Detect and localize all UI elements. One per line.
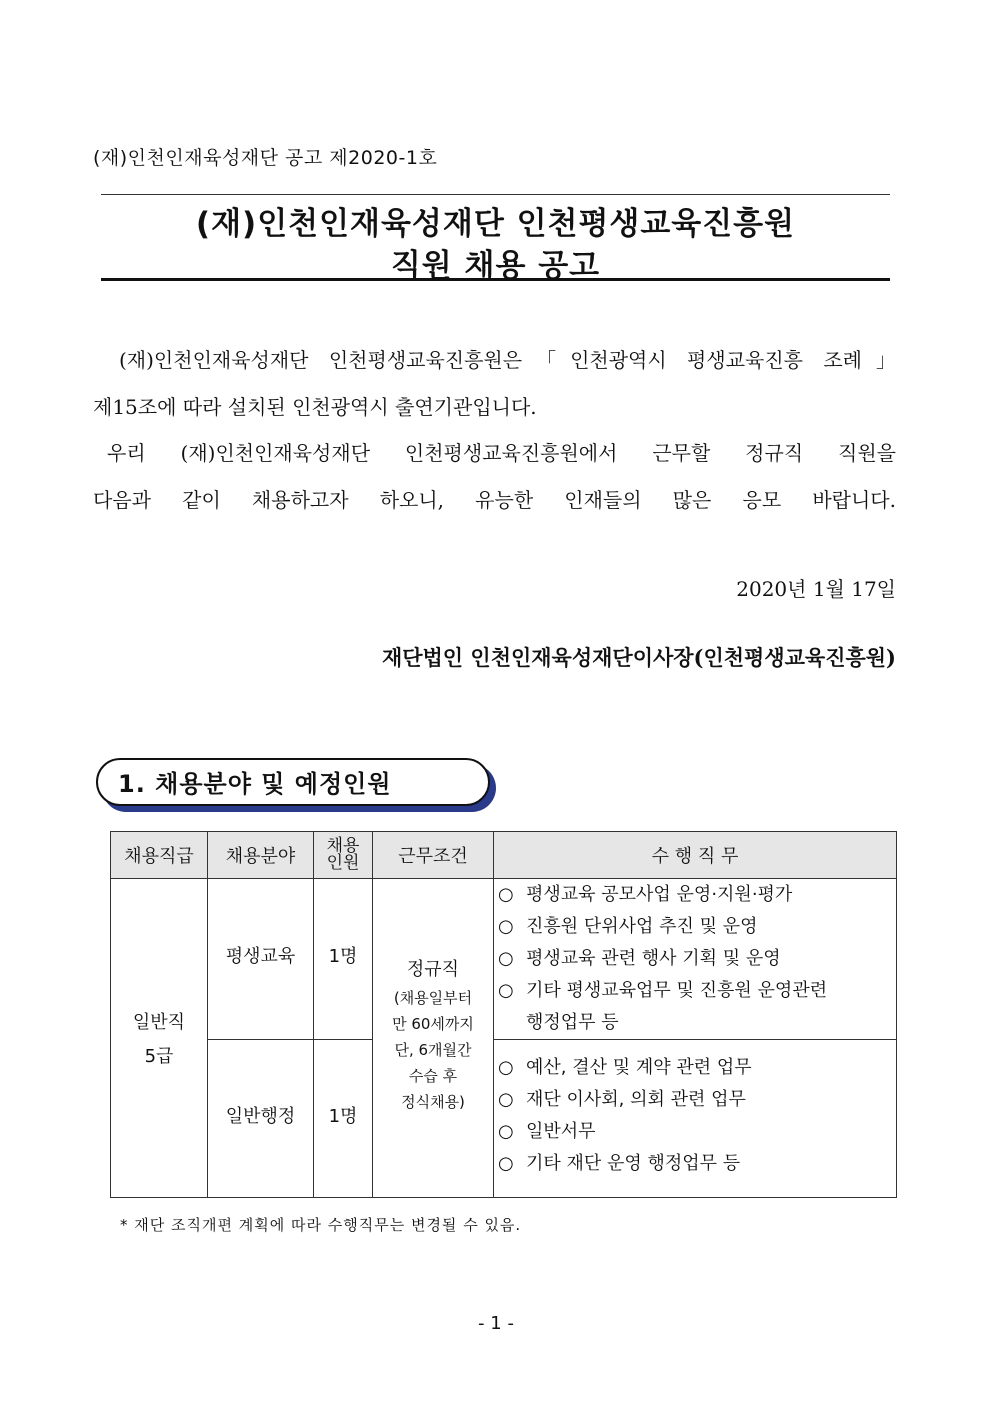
intro-paragraph1-line2: 제15조에 따라 설치된 인천광역시 출연기관입니다. (93, 395, 537, 419)
bullet-icon: ○ (498, 916, 514, 937)
grade-line2: 5급 (144, 1046, 174, 1067)
intro-paragraph1-line1: (재)인천인재육성재단 인천평생교육진흥원은「인천광역시 평생교육진흥 조례」 (119, 348, 896, 372)
footnote: * 재단 조직개편 계획에 따라 수행직무는 변경될 수 있음. (120, 1216, 522, 1234)
list-item (494, 1052, 896, 1084)
duty-list (494, 879, 896, 1039)
condition-main: 정규직 (406, 959, 460, 980)
duty-text: 기타 평생교육업무 및 진흥원 운영관련 (526, 980, 828, 1001)
duty-text: 기타 재단 운영 행정업무 등 (526, 1153, 741, 1174)
table-header-row (111, 832, 897, 879)
condition-sub4: 수습 후 (408, 1067, 458, 1085)
duty-text: 평생교육 관련 행사 기획 및 운영 (526, 948, 781, 969)
title-top-rule (101, 194, 890, 195)
condition-sub3: 단, 6개월간 (394, 1041, 472, 1059)
duty-text: 평생교육 공모사업 운영·지원·평가 (526, 884, 793, 905)
grade-line1: 일반직 (132, 1012, 186, 1033)
field-cell: 일반행정 (208, 1040, 314, 1198)
bullet-icon: ○ (498, 1153, 514, 1174)
recruitment-table (110, 831, 897, 1198)
header-count (314, 832, 373, 879)
condition-cell (373, 879, 494, 1198)
duty-text: 예산, 결산 및 계약 관련 업무 (526, 1057, 752, 1078)
duty-text: 진흥원 단위사업 추진 및 운영 (526, 916, 758, 937)
duty-cell (494, 879, 897, 1040)
header-condition: 근무조건 (373, 832, 494, 879)
bullet-icon: ○ (498, 948, 514, 969)
title-bottom-rule (101, 278, 890, 281)
table-row (111, 1040, 897, 1198)
list-item (494, 1116, 896, 1148)
condition-sub5: 정식채용) (401, 1093, 465, 1111)
duty-text: 재단 이사회, 의회 관련 업무 (526, 1089, 746, 1110)
count-cell: 1명 (314, 1040, 373, 1198)
page-title-line2: 직원 채용 공고 (390, 248, 601, 284)
notice-date: 2020년 1월 17일 (736, 577, 896, 601)
header-count-line1: 채용 (326, 836, 360, 856)
bullet-icon: ○ (498, 884, 514, 905)
duty-cell (494, 1040, 897, 1198)
bullet-icon: ○ (498, 1089, 514, 1110)
bullet-icon: ○ (498, 1121, 514, 1142)
list-item-continuation: 행정업무 등 (526, 1012, 619, 1033)
list-item (494, 1148, 896, 1180)
header-count-line2: 인원 (326, 853, 360, 873)
intro-paragraph2-line2: 다음과 같이 채용하고자 하오니, 유능한 인재들의 많은 응모 바랍니다. (93, 488, 896, 512)
duty-list (494, 1052, 896, 1180)
table-row (111, 879, 897, 1040)
page-title-line1: (재)인천인재육성재단 인천평생교육진흥원 (195, 206, 796, 242)
header-duty: 수 행 직 무 (494, 832, 897, 879)
grade-cell (111, 879, 208, 1198)
bullet-icon: ○ (498, 980, 514, 1001)
bullet-icon: ○ (498, 1057, 514, 1078)
condition-sub1: (채용일부터 (393, 989, 473, 1007)
section-title: 1. 채용분야 및 예정인원 (118, 770, 392, 798)
page-number: - 1 - (478, 1313, 514, 1334)
condition-sub2: 만 60세까지 (392, 1015, 474, 1033)
issuer-name: 재단법인 인천인재육성재단이사장(인천평생교육진흥원) (381, 645, 896, 670)
notice-number: (재)인천인재육성재단 공고 제2020-1호 (93, 147, 438, 169)
header-grade: 채용직급 (111, 832, 208, 879)
list-item (494, 975, 896, 1007)
field-cell: 평생교육 (208, 879, 314, 1040)
intro-paragraph2-line1: 우리 (재)인천인재육성재단 인천평생교육진흥원에서 근무할 정규직 직원을 (107, 441, 896, 465)
list-item (494, 911, 896, 943)
list-item (494, 943, 896, 975)
header-field: 채용분야 (208, 832, 314, 879)
duty-text: 일반서무 (526, 1121, 596, 1142)
count-cell: 1명 (314, 879, 373, 1040)
list-item (494, 879, 896, 911)
list-item (494, 1084, 896, 1116)
